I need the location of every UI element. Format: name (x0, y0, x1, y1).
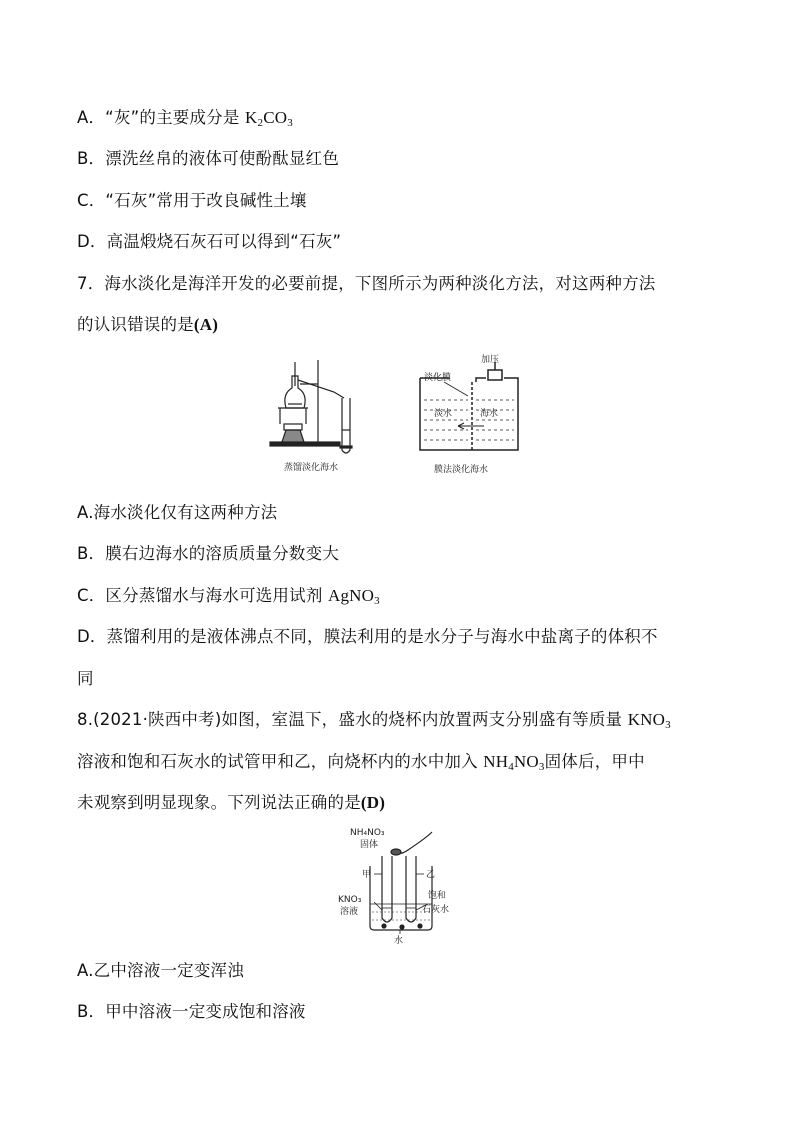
q8-option-b: B．甲中溶液一定变成饱和溶液 (77, 1002, 306, 1021)
fig-label-solid: 固体 (360, 840, 379, 850)
q7-option-d-line2: 同 (77, 669, 94, 688)
fig-label-solution: 溶液 (340, 907, 359, 917)
fig-label-saturated: 饱和 (428, 891, 447, 901)
q7-stem-line2 (77, 314, 218, 336)
q8-stem-line3 (77, 792, 385, 814)
label-membrane: 淡化膜 (424, 373, 452, 383)
fig-label-limewater: 石灰水 (422, 905, 450, 915)
q8-answer: (D) (360, 793, 386, 812)
fig-label-jia: 甲 (362, 870, 372, 880)
caption-distillation: 蒸馏淡化海水 (284, 463, 339, 473)
q7-option-a: A.海水淡化仅有这两种方法 (77, 503, 278, 522)
q8-stem-line1-text: 8.(2021·陕西中考)如图，室温下，盛水的烧杯内放置两支分别盛有等质量 (77, 710, 628, 729)
q8-figure-svg (336, 826, 464, 946)
q8-kno3-formula: $KNO_3$ (627, 710, 671, 731)
q6-option-b: B．漂洗丝帛的液体可使酚酞显红色 (77, 149, 340, 168)
label-pressure: 加压 (481, 355, 500, 365)
q7-option-c-formula: AgNO$_3$ (327, 586, 380, 607)
q7-stem-text: 的认识错误的是 (77, 315, 194, 334)
label-sea-water: 海水 (480, 409, 499, 419)
q8-figure (336, 826, 464, 946)
q8-nh4no3-formula: $NH_4NO_3$ (483, 752, 545, 773)
q8-stem-line3-text: 未观察到明显现象。下列说法正确的是 (77, 793, 361, 812)
fig-label-water: 水 (394, 936, 404, 946)
label-fresh-water: 淡水 (434, 409, 453, 419)
distillation-apparatus (270, 360, 352, 453)
q6-option-d: D．高温煅烧石灰石可以得到“石灰” (77, 232, 342, 251)
fig-label-nh4no3: NH₄NO₃ (350, 828, 385, 838)
q7-option-d-line1: D．蒸馏利用的是液体沸点不同，膜法利用的是水分子与海水中盐离子的体积不 (77, 627, 658, 646)
q6-option-a-text: A．“灰”的主要成分是 (77, 108, 246, 127)
q8-stem-line2-text-a: 溶液和饱和石灰水的试管甲和乙，向烧杯内的水中加入 (77, 752, 484, 771)
q7-stem-line1: 7．海水淡化是海洋开发的必要前提，下图所示为两种淡化方法，对这两种方法 (77, 274, 656, 293)
q8-stem-line2 (77, 751, 645, 773)
q7-option-b: B．膜右边海水的溶质质量分数变大 (77, 544, 340, 563)
q8-stem-line1 (77, 709, 671, 731)
q8-option-a: A.乙中溶液一定变浑浊 (77, 961, 244, 980)
q6-option-a-formula: $K_2CO_3$ (245, 108, 293, 129)
beaker-apparatus (370, 832, 432, 934)
q6-option-a (77, 107, 293, 129)
q7-figure (262, 350, 542, 478)
q6-option-c: C．“石灰”常用于改良碱性土壤 (77, 191, 307, 210)
q7-answer: (A) (193, 315, 219, 334)
fig-label-yi: 乙 (426, 870, 436, 880)
fig-label-kno3: KNO₃ (338, 895, 362, 905)
q8-stem-line2-text-b: 固体后，甲中 (544, 752, 645, 771)
q7-option-c (77, 585, 380, 607)
q7-figure-svg (262, 350, 542, 478)
q7-option-c-text: C．区分蒸馏水与海水可选用试剂 (77, 586, 328, 605)
caption-membrane: 膜法淡化海水 (434, 465, 489, 475)
